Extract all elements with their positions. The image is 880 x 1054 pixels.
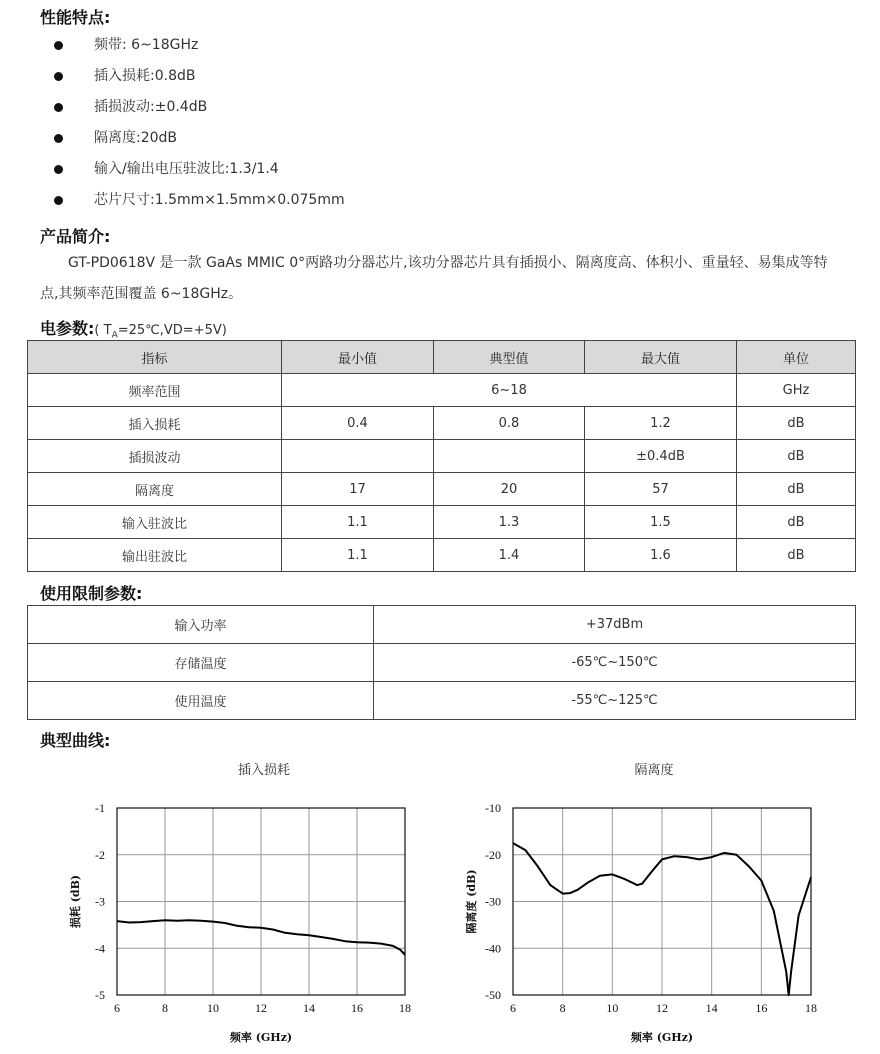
cond-prefix: ( T	[94, 323, 112, 338]
y-tick-label: -10	[485, 801, 501, 815]
y-tick-label: -5	[95, 988, 105, 1002]
table-cell: 输入驻波比	[28, 506, 282, 539]
x-axis-label: 频率 (GHz)	[630, 1031, 694, 1044]
x-tick-label: 10	[606, 1001, 619, 1015]
table-cell: 插入损耗	[28, 407, 282, 440]
feature-text: 频带: 6~18GHz	[94, 37, 199, 53]
electrical-title: 电参数:	[40, 319, 95, 338]
table-cell: 0.8	[434, 407, 585, 440]
table-cell: 1.6	[585, 539, 737, 572]
chart-title-isolation: 隔离度	[634, 763, 674, 778]
feature-text: 插入损耗:0.8dB	[94, 68, 196, 84]
header-cell: 指标	[28, 341, 282, 374]
table-cell: 6~18	[282, 374, 737, 407]
table-cell: dB	[737, 506, 856, 539]
table-cell: 频率范围	[28, 374, 282, 407]
x-tick-label: 10	[207, 1001, 219, 1015]
table-cell: 隔离度	[28, 473, 282, 506]
x-tick-label: 14	[303, 1001, 315, 1015]
feature-text: 插损波动:±0.4dB	[94, 99, 208, 115]
feature-text: 隔离度:20dB	[94, 130, 178, 146]
table-cell: -55℃~125℃	[374, 682, 856, 720]
table-cell: 1.3	[434, 506, 585, 539]
header-cell: 单位	[737, 341, 856, 374]
table-cell: 输入功率	[28, 606, 374, 644]
cond-rest: =25℃,VD=+5V)	[117, 323, 227, 338]
table-cell: dB	[737, 440, 856, 473]
y-tick-label: -2	[95, 847, 105, 862]
cond-subscript: A	[111, 330, 118, 341]
table-cell: 0.4	[282, 407, 434, 440]
table-cell: 57	[585, 473, 737, 506]
table-cell: 1.5	[585, 506, 737, 539]
y-tick-label: -20	[485, 847, 501, 862]
y-axis-label: 损耗 (dB)	[69, 874, 82, 929]
limits-heading: 使用限制参数:	[40, 584, 143, 603]
y-tick-label: -30	[485, 894, 501, 909]
table-cell: 17	[282, 473, 434, 506]
table-cell: 1.1	[282, 506, 434, 539]
features-heading: 性能特点:	[40, 8, 111, 27]
table-cell: 1.2	[585, 407, 737, 440]
x-tick-label: 8	[559, 1001, 566, 1015]
x-tick-label: 16	[755, 1001, 768, 1015]
header-cell: 最大值	[585, 341, 737, 374]
x-tick-label: 12	[255, 1001, 267, 1015]
table-cell: ±0.4dB	[585, 440, 737, 473]
intro-paragraph: GT-PD0618V 是一款 GaAs MMIC 0°两路功分器芯片,该功分器芯片具有插损小、隔离度高、体积小、重量轻、易集成等特点,其频率范围覆盖 6~18GHz。	[40, 255, 828, 302]
table-cell: -65℃~150℃	[374, 644, 856, 682]
feature-text: 输入/输出电压驻波比:1.3/1.4	[94, 161, 279, 177]
table-cell: 1.4	[434, 539, 585, 572]
x-tick-label: 8	[162, 1001, 168, 1015]
y-axis-label: 隔离度 (dB)	[465, 869, 478, 934]
x-tick-label: 14	[705, 1001, 718, 1015]
y-tick-label: -40	[485, 941, 501, 956]
table-cell: 20	[434, 473, 585, 506]
table-cell: 使用温度	[28, 682, 374, 720]
table-cell: 插损波动	[28, 440, 282, 473]
table-cell: +37dBm	[374, 606, 856, 644]
x-tick-label: 18	[805, 1001, 817, 1015]
x-axis-label: 频率 (GHz)	[229, 1031, 293, 1044]
feature-text: 芯片尺寸:1.5mm×1.5mm×0.075mm	[94, 192, 345, 208]
table-cell: 输出驻波比	[28, 539, 282, 572]
chart-title-insertion-loss: 插入损耗	[237, 763, 290, 778]
table-cell: GHz	[737, 374, 856, 407]
header-cell: 最小值	[282, 341, 434, 374]
y-tick-label: -4	[95, 941, 105, 956]
table-cell: dB	[737, 473, 856, 506]
y-tick-label: -50	[485, 988, 501, 1002]
intro-heading: 产品简介:	[40, 227, 111, 246]
x-tick-label: 6	[510, 1001, 516, 1015]
x-tick-label: 18	[399, 1001, 411, 1015]
y-tick-label: -3	[95, 894, 105, 909]
curves-heading: 典型曲线:	[40, 731, 111, 750]
table-cell: 1.1	[282, 539, 434, 572]
table-cell: dB	[737, 539, 856, 572]
x-tick-label: 6	[114, 1001, 120, 1015]
header-cell: 典型值	[434, 341, 585, 374]
table-cell: 存储温度	[28, 644, 374, 682]
y-tick-label: -1	[95, 801, 105, 815]
x-tick-label: 12	[656, 1001, 668, 1015]
table-cell: dB	[737, 407, 856, 440]
x-tick-label: 16	[351, 1001, 363, 1015]
